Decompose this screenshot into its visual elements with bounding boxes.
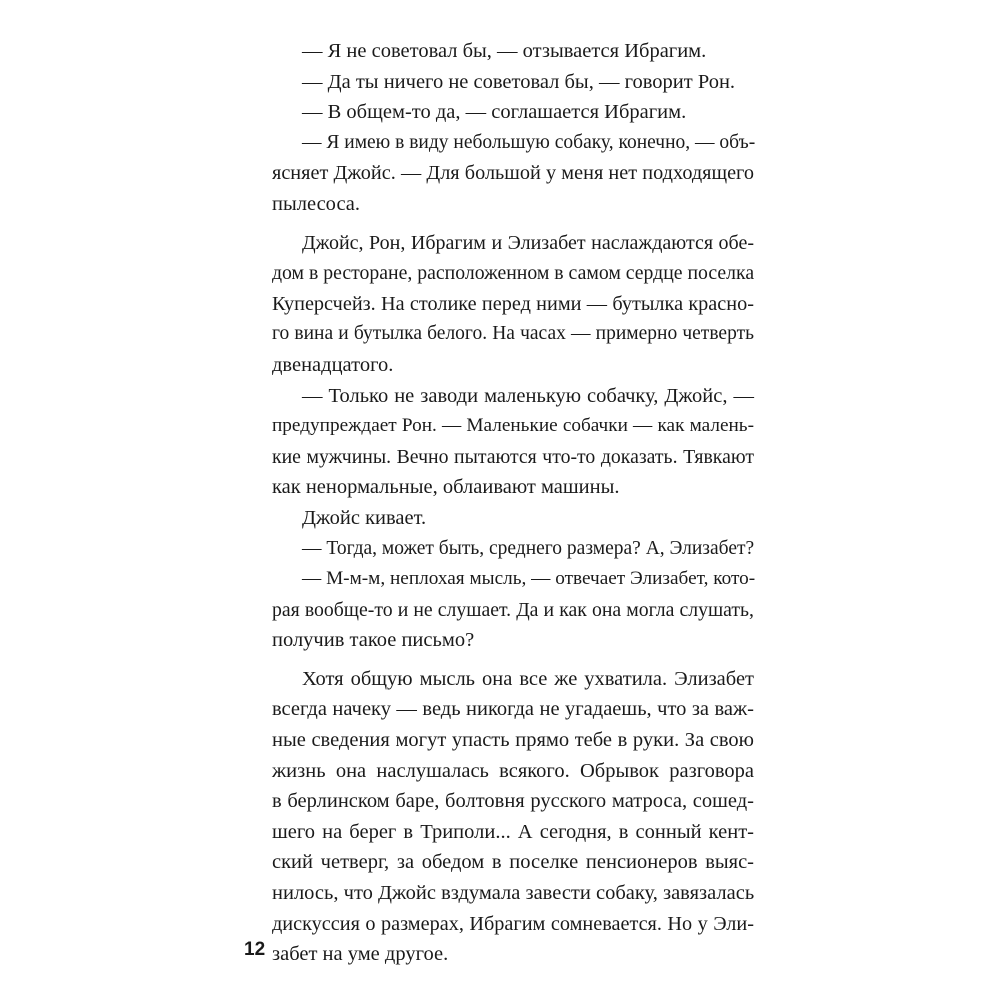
body-text [272,36,754,970]
text-line: всегда начеку — ведь никогда не угадаешь, что за важ- [272,698,754,721]
text-line: предупреждает Рон. — Маленькие собачки — как малень- [272,415,754,437]
text-line: забет на уме другое. [272,943,449,966]
text-line: рая вообще-то и не слушает. Да и как она могла слушать, [272,598,754,621]
text-line: жизнь она наслушалась всякого. Обрывок разговора [272,759,754,782]
text-line: в берлинском баре, болтовня русского матроса, сошед- [272,790,754,813]
text-line: ные сведения могут упасть прямо тебе в руки. За свою [272,729,754,752]
text-line: нилось, что Джойс вздумала завести собаку, завязалась [272,882,755,905]
text-line: — Я не советовал бы, — отзывается Ибрагим. [302,40,707,62]
text-line: пылесоса. [272,192,361,215]
text-line: Куперсчейз. На столике перед ними — бутылка красно- [272,292,754,315]
text-line: Джойс, Рон, Ибрагим и Элизабет наслаждаются обе- [302,231,754,254]
text-line: шего на берег в Триполи... А сегодня, в сонный кент- [272,820,754,843]
text-line: — Я имею в виду небольшую собаку, конечно, — объ- [302,131,756,153]
text-line: — Тогда, может быть, среднего размера? А, Элизабет? [302,537,755,559]
text-line: двенадцатого. [272,353,394,376]
text-line: как ненормальные, облаивают машины. [272,476,620,499]
text-line: дискуссия о размерах, Ибрагим сомневается. Но у Эли- [272,912,754,935]
text-line: — Да ты ничего не советовал бы, — говорит Рон. [302,70,736,93]
text-line: — Только не заводи маленькую собачку, Джойс, — [302,384,754,407]
text-line: получив такое письмо? [272,629,475,652]
page-number: 12 [244,939,266,960]
text-line: — В общем-то да, — соглашается Ибрагим. [302,101,687,124]
text-line: го вина и бутылка белого. На часах — примерно четверть [272,323,754,345]
text-line: кие мужчины. Вечно пытаются что-то доказать. Тявкают [272,445,754,468]
text-line: — М-м-м, неплохая мысль, — отвечает Элизабет, кото- [302,568,756,590]
text-line: Джойс кивает. [302,506,427,529]
text-line: ский четверг, за обедом в поселке пенсионеров выяс- [272,851,754,874]
text-line: ясняет Джойс. — Для большой у меня нет подходящего [272,162,754,185]
text-line: Хотя общую мысль она все же ухватила. Элизабет [302,667,754,690]
text-line: дом в ресторане, расположенном в самом сердце поселка [272,262,755,285]
